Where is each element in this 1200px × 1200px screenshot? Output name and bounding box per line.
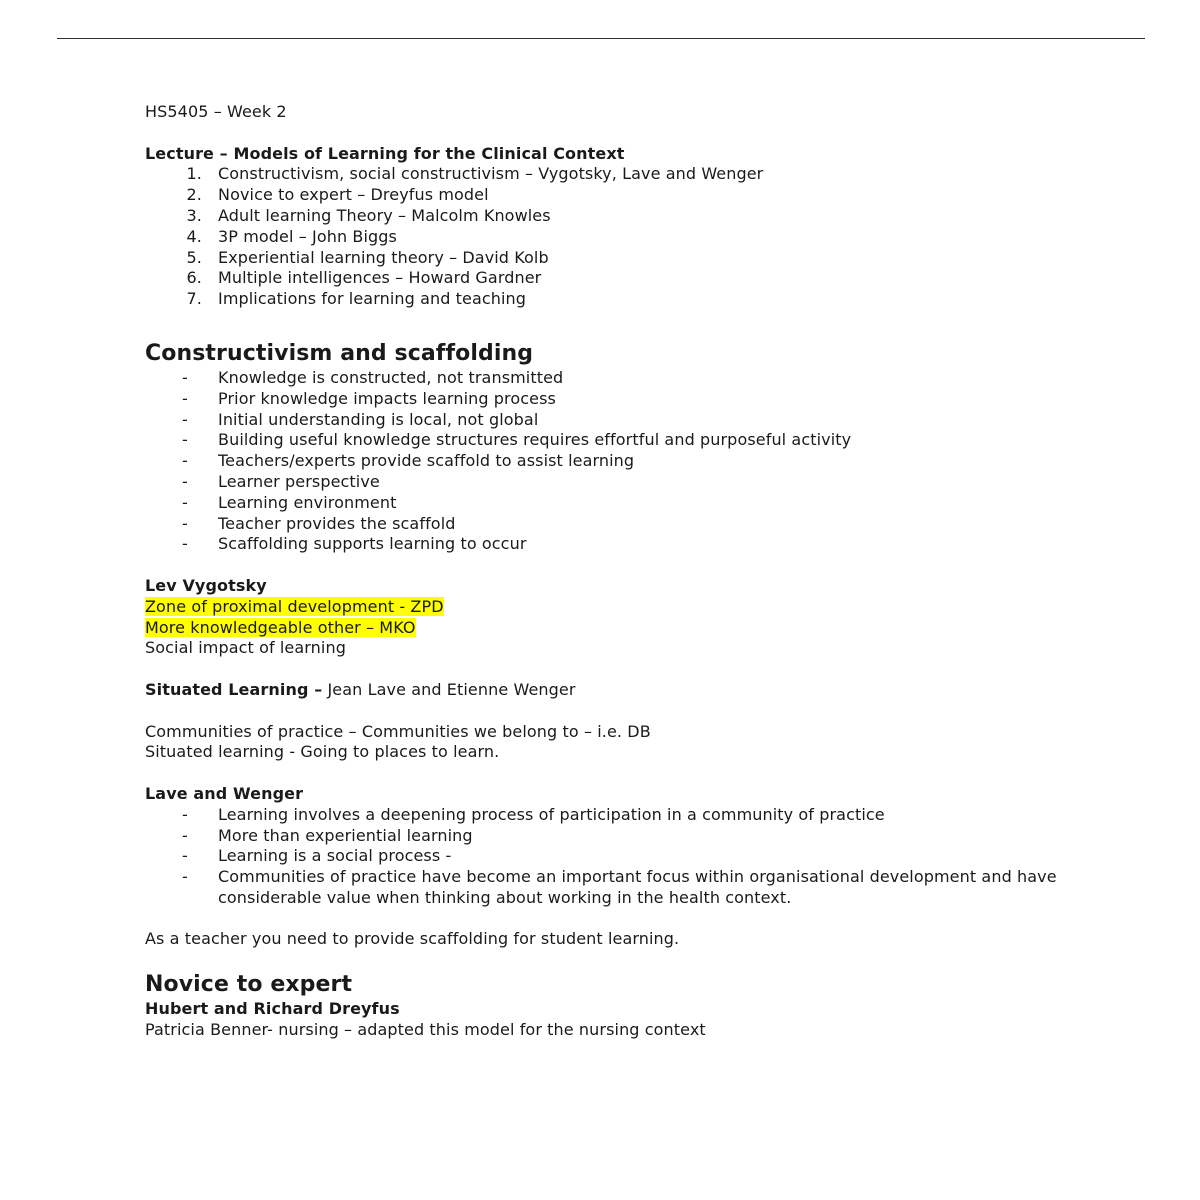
social-impact-line: Social impact of learning — [145, 638, 346, 658]
list-item: - More than experiential learning — [182, 825, 473, 845]
lecture-topic-list — [145, 164, 1105, 310]
situated-line: Situated learning - Going to places to learn. — [145, 742, 500, 762]
list-item: - Learner perspective — [182, 471, 380, 491]
vygotsky-title: Lev Vygotsky — [145, 575, 267, 595]
list-item: - Communities of practice have become an important focus within organisational development and have considerable value when thinking about working in the health context. — [182, 867, 1057, 907]
list-item: 1. Constructivism, social constructivism – Vygotsky, Lave and Wenger — [186, 164, 764, 184]
highlighted-text: Zone of proximal development - ZPD — [145, 596, 444, 616]
document-body — [145, 102, 1105, 1041]
lecture-title: Lecture – Models of Learning for the Clinical Context — [145, 143, 625, 163]
lave-wenger-title: Lave and Wenger — [145, 783, 304, 803]
list-item: - Knowledge is constructed, not transmitted — [182, 367, 564, 387]
header-rule — [57, 38, 1145, 39]
list-item: 7. Implications for learning and teaching — [186, 289, 527, 309]
teacher-note: As a teacher you need to provide scaffolding for student learning. — [145, 929, 680, 949]
list-item: - Building useful knowledge structures requires effortful and purposeful activity — [182, 430, 852, 450]
lave-wenger-bullet-list — [145, 805, 1105, 909]
list-item: 5. Experiential learning theory – David Kolb — [186, 247, 549, 267]
list-item: - Scaffolding supports learning to occur — [182, 534, 527, 554]
list-item: - Prior knowledge impacts learning process — [182, 388, 556, 408]
list-item: - Teacher provides the scaffold — [182, 513, 456, 533]
zpd-line — [145, 597, 1105, 618]
list-item: 2. Novice to expert – Dreyfus model — [186, 185, 489, 205]
list-item: 4. 3P model – John Biggs — [186, 226, 397, 246]
mko-line — [145, 618, 1105, 639]
list-item: - Initial understanding is local, not global — [182, 409, 539, 429]
list-item: - Learning environment — [182, 492, 397, 512]
highlighted-text: More knowledgeable other – MKO — [145, 617, 416, 637]
list-item: - Learning is a social process - — [182, 846, 452, 866]
constructivism-heading: Constructivism and scaffolding — [145, 340, 534, 366]
list-item: 6. Multiple intelligences – Howard Gardner — [186, 268, 542, 288]
constructivism-bullet-list — [145, 368, 1105, 555]
list-item: 3. Adult learning Theory – Malcolm Knowles — [186, 205, 551, 225]
list-item: - Teachers/experts provide scaffold to assist learning — [182, 451, 635, 471]
course-header: HS5405 – Week 2 — [145, 102, 287, 121]
communities-line: Communities of practice – Communities we belong to – i.e. DB — [145, 721, 651, 741]
dreyfus-subheading: Hubert and Richard Dreyfus — [145, 999, 400, 1019]
benner-line: Patricia Benner- nursing – adapted this model for the nursing context — [145, 1019, 706, 1039]
list-item: - Learning involves a deepening process of participation in a community of practice — [182, 804, 885, 824]
novice-heading: Novice to expert — [145, 972, 353, 998]
situated-learning-title: Situated Learning – Jean Lave and Etienne Wenger — [145, 679, 576, 699]
